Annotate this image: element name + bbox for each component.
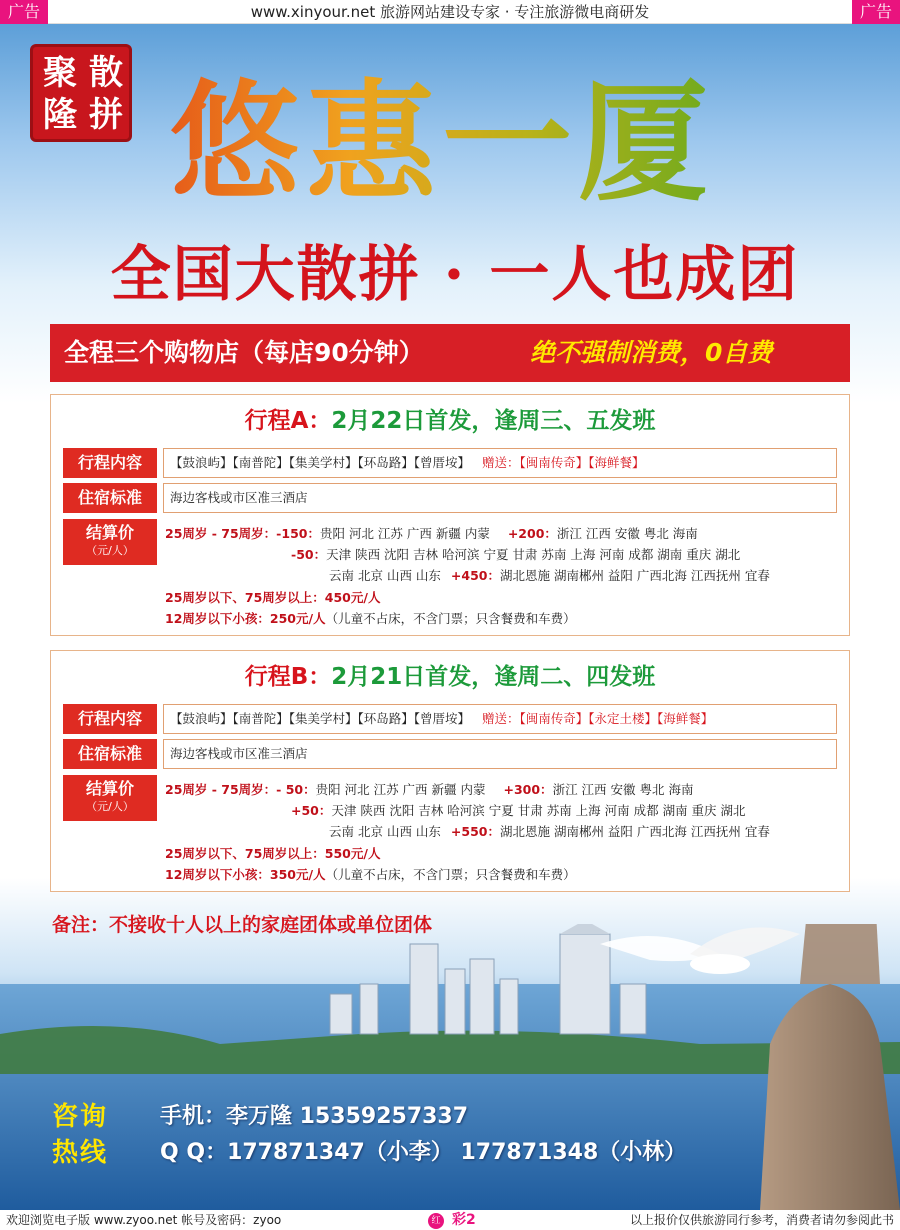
ad-tag-left: 广告 — [0, 0, 48, 24]
itinerary-a-schedule: 2月22日首发，逢周三、五发班 — [331, 408, 656, 434]
price-line-regions: 云南 北京 山西 山东 — [329, 824, 441, 839]
price-line-adjust: 25周岁 - 75周岁：-150： — [165, 526, 320, 541]
itinerary-a-label: 行程A： — [244, 408, 332, 434]
price-line-regions: 贵阳 河北 江苏 广西 新疆 内蒙 — [315, 782, 486, 797]
itinerary-b-title — [51, 659, 849, 695]
price-line-regions: 云南 北京 山西 山东 — [329, 568, 441, 583]
hotline-label-1: 咨询 — [52, 1102, 109, 1132]
itinerary-b-content-field — [163, 704, 837, 734]
footer-page-marker — [428, 1210, 476, 1230]
contact-phone: 手机：李万隆 15359257337 — [160, 1104, 469, 1129]
price-label-text: 结算价 — [85, 779, 134, 798]
itinerary-b-schedule: 2月21日首发，逢周二、四发班 — [331, 664, 656, 690]
content-label: 行程内容 — [63, 704, 157, 734]
price-extra-line — [165, 843, 380, 864]
itinerary-a-hotel-field — [163, 483, 837, 513]
seal-char: 聚 — [43, 53, 77, 93]
seal-char: 隆 — [43, 95, 77, 135]
price-line-regions2: 湖北恩施 湖南郴州 益阳 广西北海 江西抚州 宜春 — [499, 568, 770, 583]
price-line — [291, 544, 740, 565]
price-label-unit: （元/人） — [86, 544, 134, 557]
slogan: 全国大散拼 · 一人也成团 — [110, 240, 800, 310]
price-line-adjust2: +300： — [503, 782, 553, 797]
itinerary-b-card — [50, 650, 850, 892]
seal-char: 拼 — [89, 95, 123, 135]
price-label-unit: （元/人） — [86, 800, 134, 813]
ad-tag-right: 广告 — [852, 0, 900, 24]
hotel-label: 住宿标准 — [63, 483, 157, 513]
city-skyline — [330, 934, 646, 1034]
price-label — [63, 519, 157, 565]
price-line-regions: 贵阳 河北 江苏 广西 新疆 内蒙 — [319, 526, 490, 541]
publisher-line: www.xinyour.net 旅游网站建设专家 · 专注旅游微电商研发 — [250, 3, 650, 21]
seagull-body — [690, 954, 750, 974]
itinerary-a-card — [50, 394, 850, 636]
footer-red-dot: 红 — [428, 1213, 444, 1229]
price-line-adjust2: +550： — [450, 824, 500, 839]
price-line-regions2: 湖北恩施 湖南郴州 益阳 广西北海 江西抚州 宜春 — [499, 824, 770, 839]
tower-roof — [560, 924, 610, 934]
itinerary-b-hotel-field — [163, 739, 837, 769]
price-line-adjust: +50： — [291, 803, 332, 818]
price-extra-line — [165, 608, 576, 629]
price-line — [329, 565, 770, 586]
footer-page-number: 彩2 — [452, 1212, 476, 1228]
footer-disclaimer: 以上报价仅供旅游同行参考，消费者请勿参阅此书 — [629, 1213, 894, 1227]
price-label — [63, 775, 157, 821]
page-footer — [0, 1210, 900, 1230]
itinerary-a-title — [51, 403, 849, 439]
price-line-regions2: 浙江 江西 安徽 粤北 海南 — [552, 782, 694, 797]
price-extra-child: 12周岁以下小孩：350元/人 — [165, 867, 326, 882]
hotel-label: 住宿标准 — [63, 739, 157, 769]
itinerary-b-gift: 赠送：【闽南传奇】【永定土楼】【海鲜餐】 — [482, 711, 714, 726]
itinerary-a-content-field — [163, 448, 837, 478]
price-line-regions2: 浙江 江西 安徽 粤北 海南 — [556, 526, 698, 541]
statue-head — [800, 924, 880, 984]
footer-website: 欢迎浏览电子版 www.zyoo.net 帐号及密码：zyoo — [6, 1213, 282, 1227]
price-extra-child-note: （儿童不占床，不含门票；只含餐费和车费） — [325, 867, 576, 882]
seal-logo — [30, 44, 132, 142]
price-line-adjust2: +200： — [507, 526, 557, 541]
price-line — [291, 800, 746, 821]
banner-no-forced-text: 绝不强制消费，0自费 — [530, 338, 773, 367]
itinerary-a-gift: 赠送：【闽南传奇】【海鲜餐】 — [482, 455, 645, 470]
price-extra-adult: 25周岁以下、75周岁以上：550元/人 — [165, 846, 381, 861]
content-label: 行程内容 — [63, 448, 157, 478]
itinerary-a-hotel: 海边客栈或市区准三酒店 — [170, 490, 308, 505]
remark-note: 备注：不接收十人以上的家庭团体或单位团体 — [52, 914, 433, 936]
banner-shopping-text: 全程三个购物店（每店90分钟） — [64, 338, 424, 367]
itinerary-b-hotel: 海边客栈或市区准三酒店 — [170, 746, 308, 761]
price-extra-adult: 25周岁以下、75周岁以上：450元/人 — [165, 590, 381, 605]
top-ad-bar — [0, 0, 900, 24]
shopping-banner — [50, 324, 850, 382]
price-line — [329, 821, 770, 842]
price-extra-line — [165, 864, 576, 885]
price-extra-line — [165, 587, 380, 608]
price-line-adjust2: +450： — [450, 568, 500, 583]
price-label-text: 结算价 — [85, 523, 134, 542]
hotline-label-2: 热线 — [52, 1138, 109, 1168]
price-line-regions: 天津 陕西 沈阳 吉林 哈河滨 宁夏 甘肃 苏南 上海 河南 成都 湖南 重庆 湖北 — [326, 547, 741, 562]
price-line-regions: 天津 陕西 沈阳 吉林 哈河滨 宁夏 甘肃 苏南 上海 河南 成都 湖南 重庆 湖北 — [331, 803, 746, 818]
price-line — [165, 523, 698, 544]
travel-poster — [0, 24, 900, 1210]
price-line-adjust: 25周岁 - 75周岁：- 50： — [165, 782, 316, 797]
price-line — [165, 779, 693, 800]
contact-qq: Q Q：177871347（小李） 177871348（小林） — [160, 1140, 687, 1165]
price-line-adjust: -50： — [291, 547, 327, 562]
seal-char: 散 — [89, 53, 123, 93]
price-extra-child-note: （儿童不占床，不含门票；只含餐费和车费） — [325, 611, 576, 626]
itinerary-b-label: 行程B： — [244, 664, 332, 690]
itinerary-b-content: 【鼓浪屿】【南普陀】【集美学村】【环岛路】【曾厝垵】 — [170, 711, 471, 726]
main-title: 悠惠一厦 — [170, 68, 770, 218]
price-extra-child: 12周岁以下小孩：250元/人 — [165, 611, 326, 626]
itinerary-a-content: 【鼓浪屿】【南普陀】【集美学村】【环岛路】【曾厝垵】 — [170, 455, 471, 470]
